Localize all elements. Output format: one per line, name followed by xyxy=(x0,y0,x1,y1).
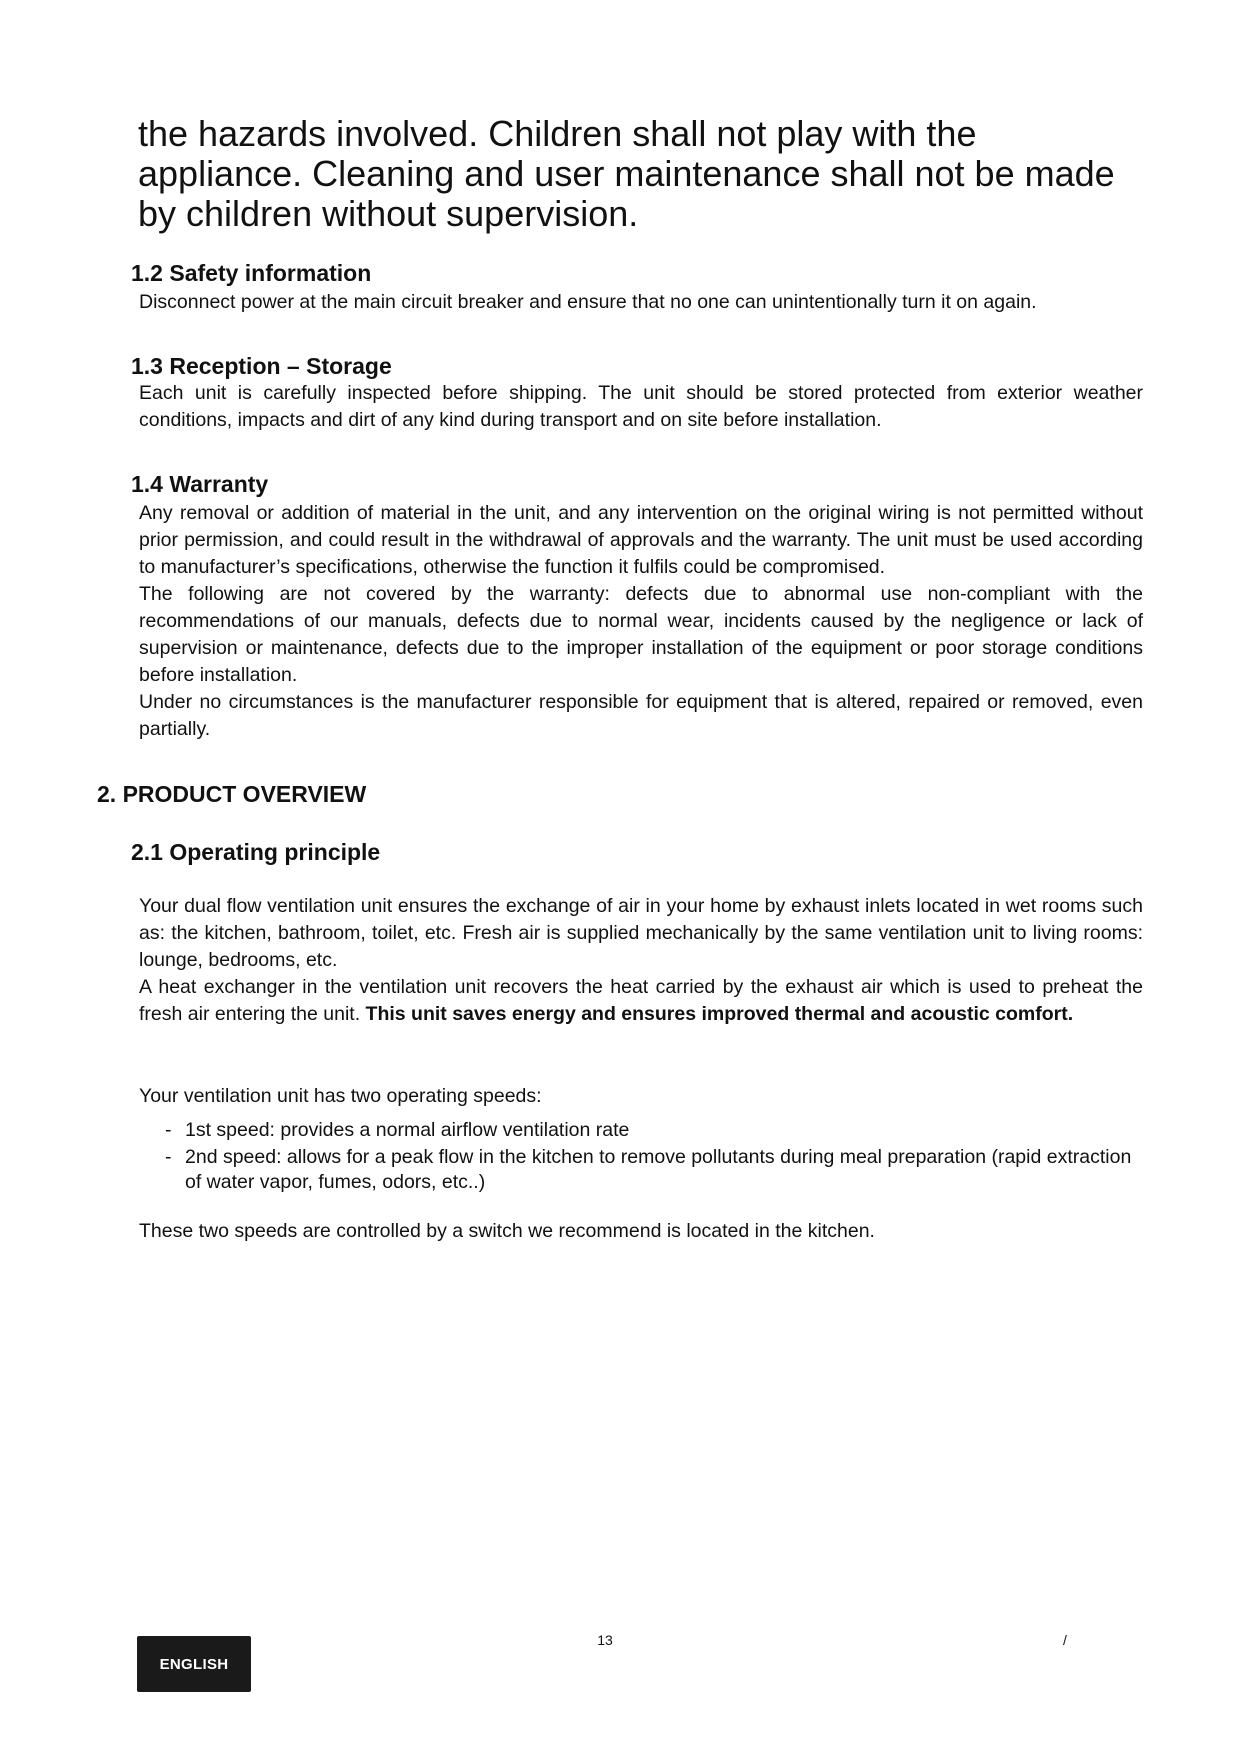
intro-paragraph: the hazards involved. Children shall not play with the appliance. Cleaning and user maintenance shall not be made by children without supervision. xyxy=(138,113,1115,234)
footer-separator: / xyxy=(1063,1632,1067,1648)
operating-principle-paragraph-1: Your dual flow ventilation unit ensures the exchange of air in your home by exhaust inlets located in wet rooms such as: the kitchen, bathroom, toilet, etc. Fresh air is supplied mechanically by the same ventilation unit to living rooms: lounge, bedrooms, etc. xyxy=(139,895,1143,971)
speed-1-text: 1st speed: provides a normal airflow ventilation rate xyxy=(185,1119,630,1141)
heading-warranty: 1.4 Warranty xyxy=(131,471,269,497)
operating-principle-paragraph-2 xyxy=(139,974,1143,1028)
heat-exchanger-text: A heat exchanger in the ventilation unit recovers the heat carried by the exhaust air which is used to preheat the fresh air entering the unit. xyxy=(139,976,1143,1025)
speeds-list xyxy=(139,1118,1143,1197)
energy-saving-statement: This unit saves energy and ensures improved thermal and acoustic comfort. xyxy=(365,1003,1074,1025)
page-number: 13 xyxy=(597,1632,613,1648)
speeds-intro: Your ventilation unit has two operating speeds: xyxy=(139,1085,542,1107)
heading-reception-storage: 1.3 Reception – Storage xyxy=(131,353,392,379)
reception-storage-text: Each unit is carefully inspected before shipping. The unit should be stored protected from exterior weather conditions, impacts and dirt of any kind during transport and on site before installation. xyxy=(139,382,1143,431)
safety-information-text: Disconnect power at the main circuit breaker and ensure that no one can unintentionally turn it on again. xyxy=(139,291,1037,313)
heading-operating-principle: 2.1 Operating principle xyxy=(131,839,381,865)
heading-safety-information: 1.2 Safety information xyxy=(131,260,372,286)
warranty-paragraph-1: Any removal or addition of material in the unit, and any intervention on the original wiring is not permitted without prior permission, and could result in the withdrawal of approvals and the warranty. The unit must be used according to manufacturer’s specifications, otherwise the function it fulfils could be compromised. xyxy=(139,502,1143,578)
speeds-closing: These two speeds are controlled by a switch we recommend is located in the kitchen. xyxy=(139,1220,875,1242)
heading-product-overview: 2. PRODUCT OVERVIEW xyxy=(97,781,367,807)
list-item xyxy=(139,1145,1143,1195)
dash-bullet: - xyxy=(165,1119,172,1141)
language-badge: ENGLISH xyxy=(137,1636,251,1692)
warranty-paragraph-2: The following are not covered by the warranty: defects due to abnormal use non-compliant with the recommendations of our manuals, defects due to normal wear, incidents caused by the negligence or lack of supervision or maintenance, defects due to the improper installation of the equipment or poor storage conditions before installation. xyxy=(139,583,1143,686)
speed-2-text: 2nd speed: allows for a peak flow in the kitchen to remove pollutants during meal preparation (rapid extraction of water vapor, fumes, odors, etc..) xyxy=(185,1146,1132,1193)
dash-bullet: - xyxy=(165,1146,172,1168)
warranty-paragraph-3: Under no circumstances is the manufacturer responsible for equipment that is altered, repaired or removed, even partially. xyxy=(139,691,1143,740)
list-item xyxy=(139,1118,1143,1143)
